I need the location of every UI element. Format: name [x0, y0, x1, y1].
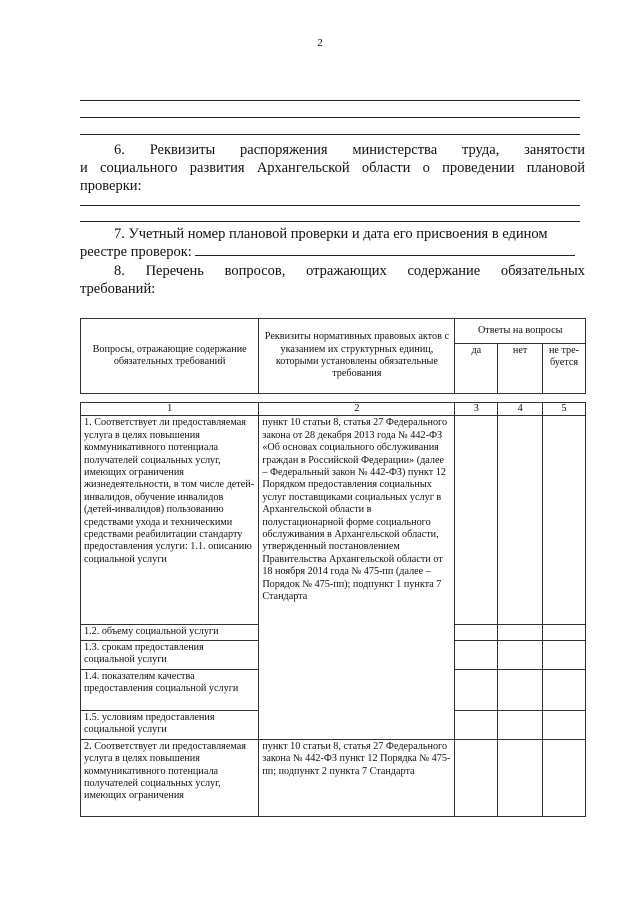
item-8-rest: требований: — [80, 281, 156, 297]
column-number: 2 — [259, 403, 455, 416]
question-cell: 1.5. условиям предоставления социальной услуги — [81, 710, 259, 739]
item-6-word: министерства — [352, 142, 438, 158]
item-8 — [80, 262, 585, 298]
item-6-word: Реквизиты — [149, 142, 216, 158]
item-8-word: вопросов, — [224, 263, 286, 279]
header-requisites: Реквизиты нормативных правовых актов с указанием их структурных единиц, которыми установлены обязательные требования — [259, 319, 455, 394]
fill-line — [80, 100, 580, 101]
fill-line — [80, 117, 580, 118]
header-questions: Вопросы, отражающие содержание обязательных требований — [81, 319, 259, 394]
question-cell: 1. Соответствует ли предоставляемая услуга в целях повышения коммуникативного потенциала получателей социальных услуг, имеющих ограничения жизнедеятельности, в том числе детей-инвалидов, обучение инвалидов (детей-инвалидов) пользованию средствами ухода и техническими средствами реабилитации стандарту предоставления услуги: 1.1. описанию социальной услуги — [81, 416, 259, 625]
answer-yes-cell[interactable] — [455, 640, 498, 669]
header-not-required: не тре-буется — [543, 344, 586, 394]
answer-not-required-cell[interactable] — [543, 416, 586, 625]
table-row — [81, 416, 586, 625]
table-row — [81, 739, 586, 816]
item-6-word: труда, — [461, 142, 500, 158]
answer-no-cell[interactable] — [498, 640, 543, 669]
column-number: 3 — [455, 403, 498, 416]
item-7-line1: 7. Учетный номер плановой проверки и дата его присвоения в едином — [114, 226, 548, 242]
column-number: 4 — [498, 403, 543, 416]
answer-not-required-cell[interactable] — [543, 739, 586, 816]
answer-no-cell[interactable] — [498, 416, 543, 625]
table-gap — [81, 394, 586, 403]
header-answers: Ответы на вопросы — [455, 319, 586, 344]
question-cell: 2. Соответствует ли предоставляемая услуга в целях повышения коммуникативного потенциала получателей социальных услуг, имеющих ограничения — [81, 739, 259, 816]
requirements-table — [80, 318, 586, 817]
answer-no-cell[interactable] — [498, 739, 543, 816]
column-number: 1 — [81, 403, 259, 416]
answer-yes-cell[interactable] — [455, 625, 498, 640]
column-number: 5 — [543, 403, 586, 416]
answer-not-required-cell[interactable] — [543, 640, 586, 669]
registry-number-field[interactable] — [195, 243, 575, 256]
item-8-word: обязательных — [500, 263, 586, 279]
column-number-row — [81, 403, 586, 416]
item-6-word: 6. — [114, 142, 125, 158]
item-6-word: занятости — [524, 142, 586, 158]
page-number: 2 — [317, 37, 323, 49]
header-no: нет — [498, 344, 543, 394]
table-header-row — [81, 319, 586, 344]
item-6-rest: и социального развития Архангельской области о проведении плановой проверки: — [80, 160, 585, 194]
fill-line — [80, 134, 580, 135]
item-6-first-line — [80, 141, 585, 159]
question-cell: 1.2. объему социальной услуги — [81, 625, 259, 640]
item-8-word: отражающих — [306, 263, 387, 279]
fill-line — [80, 205, 580, 206]
question-cell: 1.4. показателям качества предоставления социальной услуги — [81, 669, 259, 710]
answer-no-cell[interactable] — [498, 710, 543, 739]
answer-not-required-cell[interactable] — [543, 625, 586, 640]
item-7 — [80, 225, 585, 261]
item-6-word: распоряжения — [240, 142, 328, 158]
item-8-word: 8. — [114, 263, 125, 279]
fill-line — [80, 221, 580, 222]
answer-not-required-cell[interactable] — [543, 669, 586, 710]
item-8-word: содержание — [407, 263, 481, 279]
answer-not-required-cell[interactable] — [543, 710, 586, 739]
item-6 — [80, 141, 585, 195]
item-8-word: Перечень — [145, 263, 204, 279]
header-yes: да — [455, 344, 498, 394]
requisites-cell: пункт 10 статьи 8, статья 27 Федерального закона № 442-ФЗ пункт 12 Порядка № 475-пп; подпункт 2 пункта 7 Стандарта — [259, 739, 455, 816]
requisites-cell: пункт 10 статьи 8, статья 27 Федерального закона от 28 декабря 2013 года № 442-ФЗ «Об основах социального обслуживания граждан в Российской Федерации» (далее – Федеральный закон № 442-ФЗ) пункт 12 Порядком предоставления социальных услуг поставщиками социальных услуг в Архангельской области в полустационарной форме социального обслуживания в Архангельской области, утвержденный постановлением Правительства Архангельской области от 18 ноября 2014 года № 475-пп (далее – Порядок № 475-пп); подпункт 1 пункта 7 Стандарта — [259, 416, 455, 739]
item-8-first-line — [80, 262, 585, 280]
question-cell: 1.3. срокам предоставления социальной услуги — [81, 640, 259, 669]
answer-no-cell[interactable] — [498, 625, 543, 640]
item-7-line2 — [80, 243, 585, 261]
answer-yes-cell[interactable] — [455, 416, 498, 625]
answer-yes-cell[interactable] — [455, 739, 498, 816]
answer-no-cell[interactable] — [498, 669, 543, 710]
answer-yes-cell[interactable] — [455, 710, 498, 739]
item-7-label: реестре проверок: — [80, 244, 192, 260]
answer-yes-cell[interactable] — [455, 669, 498, 710]
